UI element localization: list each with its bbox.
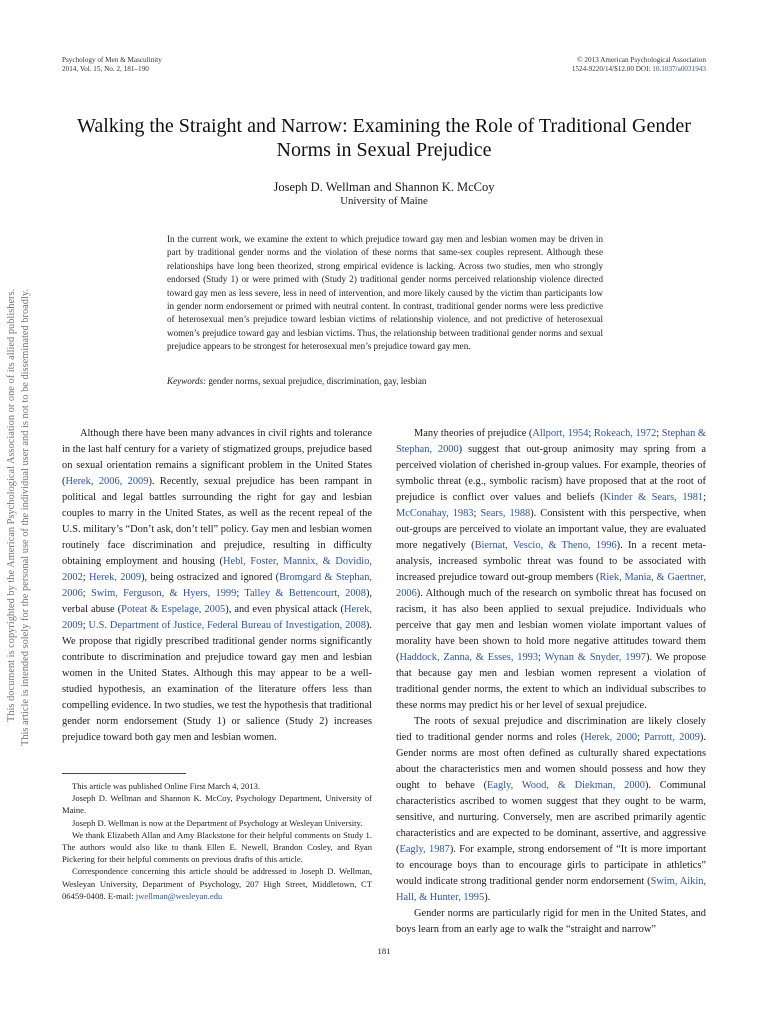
abstract: In the current work, we examine the extent to which prejudice toward gay men and lesbian women may be driven in part by traditional gender norms and the violation of these norms that same-sex couples represent. Although these relationships have long been theorized, strong empirical evidence is lacking. Across two studies, men who strongly endorsed (Study 1) or were primed with (Study 2) traditional gender norms perceived relationship violence directed toward gay men as less severe, less in need of intervention, and more likely caused by the victim than participants low in gender norm endorsement or primed with neutral content. In contrast, traditional gender norms were less predictive of heterosexual men’s prejudice toward lesbian victims of relationship violence, and not predictive of heterosexual women’s prejudice toward gay and lesbian victims. Thus, the relationship between traditional gender norms and sexual prejudice appears to be strongest for heterosexual men’s prejudice toward gay men. [167, 234, 603, 352]
body-text: ). Recently, sexual prejudice has been rampant in political and legal battles surrounding the right for gay and lesbian couples to marry in the United States, as well as the recent repeal of the U.S. military’s “Don’t ask, don’t tell” policy. Gay men and lesbian women routinely face discrimination and prejudice, resulting in difficulty obtaining employment and housing ( [62, 476, 372, 567]
citation-link[interactable]: Hebl, Foster, Mannix, & Dovidio, 2002 [62, 556, 372, 583]
body-text: Many theories of prejudice ( [414, 428, 533, 439]
keywords-text: gender norms, sexual prejudice, discrimination, gay, lesbian [206, 376, 427, 386]
citation-link[interactable]: Herek, 2009 [88, 572, 142, 583]
citation-link[interactable]: Biernat, Vescio, & Theno, 1996 [474, 540, 617, 551]
body-text: ; [588, 428, 594, 439]
body-text: ). Communal characteristics ascribed to women suggest that they ought to be warm, sensitive, and nurturing. Conversely, men are ascribed primarily agentic characteristics and are expected to be dominant, assertive, and aggressive ( [396, 780, 706, 855]
citation-link[interactable]: Herek, 2006, 2009 [65, 476, 149, 487]
citation-link[interactable]: Rokeach, 1972 [593, 428, 657, 439]
body-text: ; [538, 652, 545, 663]
keywords [167, 375, 603, 387]
paragraph [62, 426, 372, 746]
body-text: ; [236, 588, 245, 599]
body-text: ; [656, 428, 662, 439]
footnote: Joseph D. Wellman and Shannon K. McCoy, Psychology Department, University of Maine. [62, 793, 372, 816]
citation-link[interactable]: Eagly, Wood, & Diekman, 2000 [487, 780, 645, 791]
citation-link[interactable]: Riek, Mania, & Gaertner, 2006 [396, 572, 706, 599]
email-link[interactable]: jwellman@wesleyan.edu [135, 890, 223, 901]
page-number: 181 [377, 946, 391, 956]
body-text: ), being ostracized and ignored ( [141, 572, 280, 583]
body-text: Gender norms are particularly rigid for men in the United States, and boys learn from an early age to walk the “straight and narrow” [396, 908, 706, 935]
copyright-watermark [0, 290, 38, 750]
citation-link[interactable]: Eagly, 1987 [399, 844, 450, 855]
body-text: ; [82, 572, 89, 583]
keywords-label: Keywords: [167, 376, 207, 386]
body-text: Although there have been many advances in civil rights and tolerance in the last half century for a variety of stigmatized groups, prejudice based on sexual orientation remains a significant problem in the United States ( [62, 428, 372, 487]
footnote: We thank Elizabeth Allan and Amy Blackstone for their helpful comments on Study 1. The authors would also like to thank Ellen E. Newell, Brandon Cosley, and Ryan Pickering for their helpful comments on previous drafts of this article. [62, 829, 372, 865]
body-column-right [396, 426, 706, 938]
body-text: ). We propose that because gay men and lesbian women represent a violation of traditional gender norms, the extent to which an individual subscribes to these norms may predict his or her level of sexual prejudice. [396, 652, 707, 711]
citation-link[interactable]: Parrott, 2009 [644, 732, 700, 743]
citation-link[interactable]: Wynan & Snyder, 1997 [544, 652, 646, 663]
body-text: ; [473, 508, 481, 519]
author-affiliation: University of Maine [340, 195, 428, 207]
citation-link[interactable]: Stephan & Stephan, 2000 [396, 428, 706, 455]
body-text: ). For example, strong endorsement of “It is more important to encourage boys than to encourage girls to participate in athletics” would indicate strong traditional gender norm endorsement ( [396, 844, 706, 887]
body-text: ; [82, 588, 91, 599]
body-text: The roots of sexual prejudice and discrimination are likely closely tied to traditional gender norms and roles ( [396, 716, 706, 743]
watermark-line-1: This document is copyrighted by the American Psychological Association or one of its allied publishers. [6, 288, 17, 722]
citation-link[interactable]: Herek, 2000 [584, 732, 638, 743]
body-text: ). In a recent meta-analysis, increased symbolic threat was found to be associated with increased prejudice toward out-group members ( [396, 540, 706, 583]
citation-link[interactable]: Swim, Aikin, Hall, & Hunter, 1995 [396, 876, 706, 903]
citation-link[interactable]: Swim, Ferguson, & Hyers, 1999 [90, 588, 237, 599]
journal-name: Psychology of Men & Masculinity [62, 56, 162, 64]
citation-link[interactable]: Haddock, Zanna, & Esses, 1993 [399, 652, 539, 663]
body-text: ). We propose that rigidly prescribed traditional gender norms significantly contribute to discrimination and prejudice toward gay men and lesbian women in the United States. Although this may appear to be a well-studied hypothesis, an examination of the literature offers less than compelling evidence. In two studies, we test the hypothesis that traditional gender norm endorsement (Study 1) or salience (Study 2) increases prejudice toward both gay men and lesbian women. [62, 620, 372, 743]
citation-link[interactable]: McConahay, 1983 [396, 508, 474, 519]
doi-link[interactable]: 10.1037/a0031943 [652, 64, 706, 73]
copyright-line: © 2013 American Psychological Association [577, 56, 706, 64]
body-text: ; [637, 732, 645, 743]
journal-header-right [572, 56, 706, 73]
citation-link[interactable]: U.S. Department of Justice, Federal Bureau of Investigation, 2008 [88, 620, 366, 631]
footnote-correspondence [62, 865, 372, 902]
article-title: Walking the Straight and Narrow: Examining the Role of Traditional Gender Norms in Sexual Prejudice [77, 115, 691, 161]
citation-link[interactable]: Talley & Bettencourt, 2008 [244, 588, 366, 599]
body-text: ), and even physical attack ( [225, 604, 345, 615]
issn-text: 1524-9220/14/$12.00 DOI: [571, 64, 653, 73]
paragraph [396, 906, 706, 938]
footnote-divider [62, 773, 186, 774]
body-text: ; [703, 492, 706, 503]
footnotes [62, 780, 372, 902]
paragraph [396, 714, 706, 906]
body-text: ). [484, 892, 491, 903]
body-text: ). Consistent with this perspective, when out-groups are perceived to violate an important value, they are evaluated more negatively ( [396, 508, 706, 551]
footnote: Joseph D. Wellman is now at the Department of Psychology at Wesleyan University. [72, 817, 363, 828]
body-text: ) suggest that out-group animosity may spring from a perceived violation of cherished in-group values. For example, theories of symbolic threat (e.g., symbolic racism) have proposed that at the root of prejudice is conflict over values and beliefs ( [396, 444, 706, 503]
body-text: ; [82, 620, 89, 631]
correspondence-text: Correspondence concerning this article should be addressed to Joseph D. Wellman, Wesleyan University, Department of Psychology, 207 High Street, Middletown, CT 06459-0408. E-mail: [62, 866, 372, 901]
journal-volume: 2014, Vol. 15, No. 2, 181–190 [62, 64, 149, 73]
body-text: ). Gender norms are most often defined as culturally shared expectations about the characteristics men and women should possess and how they ought to behave ( [396, 732, 706, 791]
article-authors: Joseph D. Wellman and Shannon K. McCoy [273, 180, 495, 194]
body-text: ). Although much of the research on symbolic threat has focused on racism, it has also been applied to sexual prejudice. Individuals who perceive that gay men and lesbian women violate important values of morality have been shown to hold more negative attitudes toward them ( [396, 588, 706, 663]
paragraph [396, 426, 706, 714]
issn-doi-line [572, 65, 706, 74]
citation-link[interactable]: Herek, 2009 [62, 604, 372, 631]
footnote: This article was published Online First March 4, 2013. [72, 781, 261, 791]
citation-link[interactable]: Kinder & Sears, 1981 [603, 492, 704, 503]
watermark-line-2: This article is intended solely for the personal use of the individual user and is not to be disseminated broadly. [20, 289, 31, 746]
citation-link[interactable]: Sears, 1988 [480, 508, 531, 519]
citation-link[interactable]: Poteat & Espelage, 2005 [121, 604, 226, 615]
body-column-left [62, 426, 372, 746]
body-text: ), verbal abuse ( [62, 588, 372, 615]
citation-link[interactable]: Bromgard & Stephan, 2006 [62, 572, 372, 599]
citation-link[interactable]: Allport, 1954 [532, 428, 589, 439]
journal-header-left [62, 56, 162, 73]
